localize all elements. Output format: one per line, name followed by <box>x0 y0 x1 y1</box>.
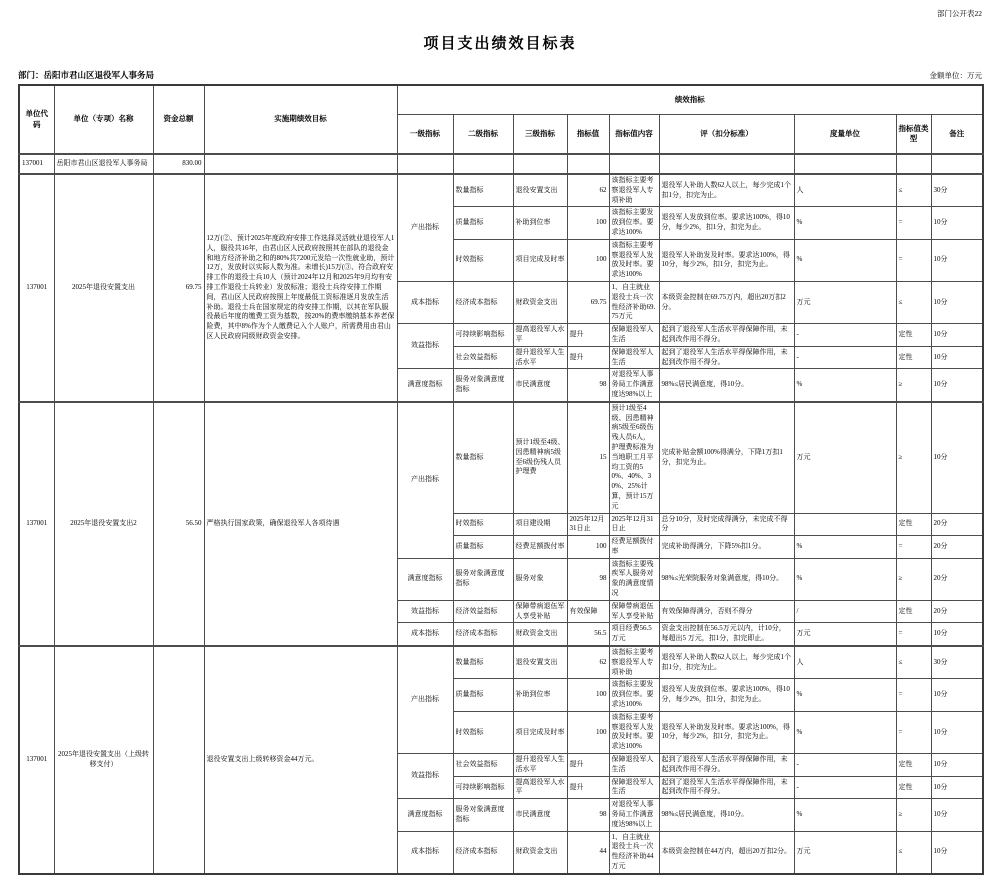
cell-l3-indicator: 退役安置支出 <box>513 646 567 679</box>
cell-scoring-standard: 退役军人发放到位率。要求达100%，得10分，每少2%，扣1分，扣完为止。 <box>659 207 794 239</box>
col-l3: 三级指标 <box>513 115 567 155</box>
cell-l1-indicator: 满意度指标 <box>397 558 453 600</box>
cell-amount: 830.00 <box>153 154 204 174</box>
cell-l2-indicator: 时效指标 <box>453 239 513 281</box>
cell-note: 10分 <box>931 831 983 874</box>
cell-l3-indicator: 市民满意度 <box>513 369 567 402</box>
cell-l1-indicator: 效益指标 <box>397 754 453 799</box>
cell-l3-indicator: 退役安置支出 <box>513 174 567 207</box>
cell-l2-indicator: 数量指标 <box>453 402 513 513</box>
cell-impl-target: 退役安置支出上级转移资金44万元。 <box>204 646 397 874</box>
cell-value-content: 该指标主要考察退役军人发放及时率。要求达100% <box>609 711 659 753</box>
cell-value-content: 该指标主要发放到位率。要求达100% <box>609 679 659 711</box>
cell-measure-unit: 万元 <box>794 281 896 323</box>
cell-empty <box>794 154 896 174</box>
cell-l3-indicator: 财政资金支出 <box>513 623 567 646</box>
cell-l1-indicator: 成本指标 <box>397 281 453 323</box>
cell-l1-indicator: 效益指标 <box>397 324 453 369</box>
col-value-content: 指标值内容 <box>609 115 659 155</box>
cell-indicator-value: 56.5 <box>567 623 609 646</box>
cell-value-content: 1、自主就业退役士兵一次性经济补助44万元 <box>609 831 659 874</box>
cell-note: 10分 <box>931 402 983 513</box>
cell-value-content: 对退役军人事务局工作满意度达98%以上 <box>609 799 659 831</box>
cell-indicator-value: 提升 <box>567 324 609 347</box>
cell-value-type: = <box>896 536 931 559</box>
cell-l2-indicator: 质量指标 <box>453 207 513 239</box>
cell-scoring-standard: 98%≤光荣院服务对象满意度，得10分。 <box>659 558 794 600</box>
cell-value-content: 保障退役军人生活 <box>609 776 659 799</box>
cell-l3-indicator: 财政资金支出 <box>513 831 567 874</box>
col-total-amount: 资金总额 <box>153 85 204 154</box>
cell-scoring-standard: 本级资金控制在69.75万内，超出20万扣2分。 <box>659 281 794 323</box>
cell-l2-indicator: 经济成本指标 <box>453 281 513 323</box>
cell-unit-code: 137001 <box>19 646 54 874</box>
cell-scoring-standard: 退役军人发放到位率。要求达100%，得10分，每少2%，扣1分，扣完为止。 <box>659 679 794 711</box>
cell-l3-indicator: 补助到位率 <box>513 679 567 711</box>
cell-scoring-standard: 起到了退役军人生活水平得保障作用，未起到改作用不得分。 <box>659 346 794 369</box>
cell-indicator-value: 98 <box>567 799 609 831</box>
col-perf-group: 绩效指标 <box>397 85 983 115</box>
cell-measure-unit: - <box>794 346 896 369</box>
cell-note: 10分 <box>931 369 983 402</box>
cell-value-type: = <box>896 679 931 711</box>
cell-value-type: ≥ <box>896 799 931 831</box>
cell-measure-unit <box>794 513 896 536</box>
col-unit-code: 单位代码 <box>19 85 54 154</box>
cell-measure-unit: % <box>794 239 896 281</box>
cell-scoring-standard: 退役军人补助人数62人以上，每少完成1个扣1分，扣完为止。 <box>659 174 794 207</box>
cell-empty <box>567 154 609 174</box>
cell-indicator-value: 100 <box>567 711 609 753</box>
cell-scoring-standard: 有效保障得满分，否则不得分 <box>659 600 794 623</box>
cell-value-content: 该指标主要考察退役军人发放及时率。要求达100% <box>609 239 659 281</box>
col-period-target: 实施期绩效目标 <box>204 85 397 154</box>
cell-value-type: 定性 <box>896 513 931 536</box>
cell-l3-indicator: 经费足额拨付率 <box>513 536 567 559</box>
cell-measure-unit: - <box>794 776 896 799</box>
cell-value-type: = <box>896 623 931 646</box>
cell-note: 10分 <box>931 754 983 777</box>
cell-scoring-standard: 总分10分，及时完成得满分，未完成不得分 <box>659 513 794 536</box>
cell-note: 10分 <box>931 776 983 799</box>
cell-l2-indicator: 社会效益指标 <box>453 754 513 777</box>
cell-indicator-value: 提升 <box>567 346 609 369</box>
corner-label: 部门公开表22 <box>937 9 982 18</box>
cell-value-content: 该指标主要考察退役军人专项补助 <box>609 174 659 207</box>
cell-scoring-standard: 完成补助得满分，下降5%扣1分。 <box>659 536 794 559</box>
cell-value-content: 1、自主就业退役士兵一次性经济补助69.75万元 <box>609 281 659 323</box>
cell-indicator-value: 62 <box>567 174 609 207</box>
cell-l1-indicator: 产出指标 <box>397 646 453 753</box>
cell-measure-unit: % <box>794 679 896 711</box>
cell-measure-unit: 万元 <box>794 623 896 646</box>
cell-l1-indicator: 满意度指标 <box>397 799 453 831</box>
cell-scoring-standard: 起到了退役军人生活水平得保障作用，未起到改作用不得分。 <box>659 324 794 347</box>
cell-note: 30分 <box>931 174 983 207</box>
table-row <box>19 402 983 513</box>
cell-scoring-standard: 起到了退役军人生活水平得保障作用，未起到改作用不得分。 <box>659 776 794 799</box>
cell-value-type: 定性 <box>896 600 931 623</box>
cell-note: 30分 <box>931 646 983 679</box>
cell-l3-indicator: 项目完成及时率 <box>513 711 567 753</box>
cell-project-name: 2025年退役安置支出（上级转移支付） <box>54 646 153 874</box>
cell-measure-unit: % <box>794 799 896 831</box>
cell-l2-indicator: 可持续影响指标 <box>453 776 513 799</box>
cell-l3-indicator: 提升退役军人生活水平 <box>513 346 567 369</box>
cell-indicator-value: 100 <box>567 536 609 559</box>
cell-scoring-standard: 退役军人补助发及时率。要求达100%，得10分，每少2%，扣1分，扣完为止。 <box>659 239 794 281</box>
cell-value-type: ≤ <box>896 174 931 207</box>
cell-l1-indicator: 满意度指标 <box>397 369 453 402</box>
cell-measure-unit: / <box>794 600 896 623</box>
cell-value-content: 对退役军人事务局工作满意度达98%以上 <box>609 369 659 402</box>
cell-value-type: = <box>896 711 931 753</box>
cell-value-type: ≤ <box>896 281 931 323</box>
cell-indicator-value: 98 <box>567 369 609 402</box>
cell-value-content: 保障带病退伍军人享受补贴 <box>609 600 659 623</box>
cell-amount: 56.50 <box>153 402 204 646</box>
cell-empty <box>397 154 453 174</box>
cell-project-name: 2025年退役安置支出2 <box>54 402 153 646</box>
cell-l2-indicator: 服务对象满意度指标 <box>453 558 513 600</box>
cell-value-type: 定性 <box>896 776 931 799</box>
cell-l3-indicator: 提高退役军人水平 <box>513 324 567 347</box>
col-l2: 二级指标 <box>453 115 513 155</box>
cell-l2-indicator: 时效指标 <box>453 513 513 536</box>
cell-value-content: 该指标主要残疾军人服务对象的满意度情况 <box>609 558 659 600</box>
cell-l2-indicator: 社会效益指标 <box>453 346 513 369</box>
cell-note: 20分 <box>931 558 983 600</box>
cell-amount: 69.75 <box>153 174 204 402</box>
cell-value-type: = <box>896 239 931 281</box>
cell-note: 10分 <box>931 207 983 239</box>
table-row <box>19 174 983 207</box>
cell-empty <box>609 154 659 174</box>
cell-measure-unit: % <box>794 536 896 559</box>
col-value: 指标值 <box>567 115 609 155</box>
cell-value-content: 经费足额拨付率 <box>609 536 659 559</box>
cell-project-name: 2025年退役安置支出 <box>54 174 153 402</box>
cell-unit-name: 岳阳市君山区退役军人事务局 <box>54 154 153 174</box>
cell-value-content: 预计1级至4级、因患精神病5级至6级伤残人员6人，护理费标准为当地职工月平均工资的50%、40%、30%、25%计算，预计15万元 <box>609 402 659 513</box>
cell-indicator-value: 15 <box>567 402 609 513</box>
cell-measure-unit: - <box>794 324 896 347</box>
amount-unit-label: 金额单位：万元 <box>929 71 982 80</box>
cell-note: 20分 <box>931 513 983 536</box>
performance-table <box>18 84 984 875</box>
cell-empty <box>453 154 513 174</box>
cell-value-type: 定性 <box>896 346 931 369</box>
cell-scoring-standard: 退役军人补助发及时率。要求达100%，得10分，每少2%，扣1分，扣完为止。 <box>659 711 794 753</box>
summary-row <box>19 154 983 174</box>
cell-value-type: ≥ <box>896 558 931 600</box>
cell-unit-code: 137001 <box>19 402 54 646</box>
cell-indicator-value: 有效保障 <box>567 600 609 623</box>
page-title: 项目支出绩效目标表 <box>423 36 577 52</box>
cell-indicator-value: 69.75 <box>567 281 609 323</box>
cell-value-content: 保障退役军人生活 <box>609 324 659 347</box>
cell-note: 20分 <box>931 536 983 559</box>
cell-l1-indicator: 成本指标 <box>397 831 453 874</box>
cell-measure-unit: % <box>794 369 896 402</box>
cell-l2-indicator: 时效指标 <box>453 711 513 753</box>
cell-measure-unit: 人 <box>794 174 896 207</box>
cell-l2-indicator: 服务对象满意度指标 <box>453 369 513 402</box>
cell-l3-indicator: 服务对象 <box>513 558 567 600</box>
cell-note: 10分 <box>931 281 983 323</box>
cell-indicator-value: 2025年12月31日止 <box>567 513 609 536</box>
cell-empty <box>896 154 931 174</box>
cell-note: 10分 <box>931 679 983 711</box>
cell-scoring-standard: 98%≤居民满意度，得10分。 <box>659 799 794 831</box>
cell-indicator-value: 100 <box>567 679 609 711</box>
cell-scoring-standard: 退役军人补助人数62人以上，每少完成1个扣1分，扣完为止。 <box>659 646 794 679</box>
cell-l1-indicator: 产出指标 <box>397 402 453 558</box>
cell-impl-target: 严格执行国家政策，确保退役军人各项待遇 <box>204 402 397 646</box>
cell-note: 10分 <box>931 239 983 281</box>
cell-empty <box>513 154 567 174</box>
cell-l3-indicator: 预计1级至4级、因患精神病5级至6级伤残人员护理费 <box>513 402 567 513</box>
cell-l3-indicator: 项目建设期 <box>513 513 567 536</box>
cell-measure-unit: % <box>794 711 896 753</box>
cell-l3-indicator: 提升退役军人生活水平 <box>513 754 567 777</box>
cell-l3-indicator: 提高退役军人水平 <box>513 776 567 799</box>
cell-scoring-standard: 资金支出控制在56.5万元以内，计10分，每超出5 万元，扣1分，扣完即止。 <box>659 623 794 646</box>
cell-measure-unit: 万元 <box>794 402 896 513</box>
cell-l3-indicator: 市民满意度 <box>513 799 567 831</box>
cell-l2-indicator: 数量指标 <box>453 646 513 679</box>
cell-value-content: 2025年12月31日止 <box>609 513 659 536</box>
cell-value-content: 保障退役军人生活 <box>609 754 659 777</box>
cell-l2-indicator: 质量指标 <box>453 536 513 559</box>
cell-value-type: = <box>896 207 931 239</box>
col-unit-name: 单位（专项）名称 <box>54 85 153 154</box>
cell-measure-unit: % <box>794 558 896 600</box>
cell-value-type: ≤ <box>896 831 931 874</box>
cell-note: 10分 <box>931 799 983 831</box>
cell-l2-indicator: 质量指标 <box>453 679 513 711</box>
cell-empty <box>204 154 397 174</box>
cell-empty <box>931 154 983 174</box>
cell-scoring-standard: 起到了退役军人生活水平得保障作用，未起到改作用不得分。 <box>659 754 794 777</box>
cell-l1-indicator: 效益指标 <box>397 600 453 623</box>
cell-measure-unit: 万元 <box>794 831 896 874</box>
cell-l1-indicator: 成本指标 <box>397 623 453 646</box>
col-value-type: 指标值类型 <box>896 115 931 155</box>
cell-empty <box>659 154 794 174</box>
cell-value-content: 该指标主要发放到位率。要求达100% <box>609 207 659 239</box>
cell-l2-indicator: 经济成本指标 <box>453 831 513 874</box>
cell-l2-indicator: 经济效益指标 <box>453 600 513 623</box>
cell-value-type: 定性 <box>896 324 931 347</box>
cell-l1-indicator: 产出指标 <box>397 174 453 281</box>
cell-indicator-value: 98 <box>567 558 609 600</box>
cell-note: 10分 <box>931 711 983 753</box>
cell-value-type: ≥ <box>896 402 931 513</box>
cell-measure-unit: 人 <box>794 646 896 679</box>
cell-indicator-value: 44 <box>567 831 609 874</box>
cell-indicator-value: 提升 <box>567 776 609 799</box>
col-note: 备注 <box>931 115 983 155</box>
table-row <box>19 646 983 679</box>
cell-value-type: ≥ <box>896 369 931 402</box>
cell-l2-indicator: 可持续影响指标 <box>453 324 513 347</box>
cell-value-content: 保障退役军人生活 <box>609 346 659 369</box>
col-measure-unit: 度量单位 <box>794 115 896 155</box>
cell-amount <box>153 646 204 874</box>
cell-l2-indicator: 数量指标 <box>453 174 513 207</box>
cell-indicator-value: 100 <box>567 207 609 239</box>
cell-note: 10分 <box>931 623 983 646</box>
cell-indicator-value: 提升 <box>567 754 609 777</box>
cell-l3-indicator: 项目完成及时率 <box>513 239 567 281</box>
cell-indicator-value: 62 <box>567 646 609 679</box>
cell-note: 10分 <box>931 346 983 369</box>
cell-note: 10分 <box>931 324 983 347</box>
cell-l2-indicator: 服务对象满意度指标 <box>453 799 513 831</box>
cell-unit-code: 137001 <box>19 174 54 402</box>
cell-scoring-standard: 完成补贴金额100%得满分，下降1万扣1分，扣完为止。 <box>659 402 794 513</box>
col-scoring: 评（扣分标准） <box>659 115 794 155</box>
meta-row <box>18 69 982 81</box>
cell-value-content: 项目经费56.5万元 <box>609 623 659 646</box>
cell-l2-indicator: 经济成本指标 <box>453 623 513 646</box>
cell-value-type: ≤ <box>896 646 931 679</box>
cell-unit-code: 137001 <box>19 154 54 174</box>
cell-measure-unit: % <box>794 207 896 239</box>
cell-value-type: 定性 <box>896 754 931 777</box>
department-label: 部门：岳阳市君山区退役军人事务局 <box>18 70 155 80</box>
cell-value-content: 该指标主要考察退役军人专项补助 <box>609 646 659 679</box>
cell-note: 20分 <box>931 600 983 623</box>
cell-l3-indicator: 补助到位率 <box>513 207 567 239</box>
cell-measure-unit: - <box>794 754 896 777</box>
col-l1: 一级指标 <box>397 115 453 155</box>
cell-impl-target: 12万(②、预计2025年度政府安排工作选择灵活就业退役军人1人，服役共16年，由君山区人民政府按照其在部队的退役金和地方经济补助之和的80%共7200元发给一次性就业助，预计12万，发放时以实际人数为准。未增长)15万(③、符合政府安排工作的退役士兵10人（预计2024年12月和2025年9月均有安排工作退役士兵转业）发放标准；退役士兵待安排工作期间，君山区人民政府按照上年度最低工资标准逐月发放生活补助。退役士兵在国家规定的待安排工作期，以其在军队服役最后年度的缴费工资为基数，按20%的费率缴纳基本养老保险费，其中8%作为个人缴费记入个人账户，所需费用由君山区人民政府同级财政资金安排。 <box>204 174 397 402</box>
cell-indicator-value: 100 <box>567 239 609 281</box>
cell-scoring-standard: 98%≤居民满意度，得10分。 <box>659 369 794 402</box>
cell-l3-indicator: 保障带病退伍军人享受补贴 <box>513 600 567 623</box>
cell-scoring-standard: 本级资金控制在44万内，超出20万扣2分。 <box>659 831 794 874</box>
cell-l3-indicator: 财政资金支出 <box>513 281 567 323</box>
